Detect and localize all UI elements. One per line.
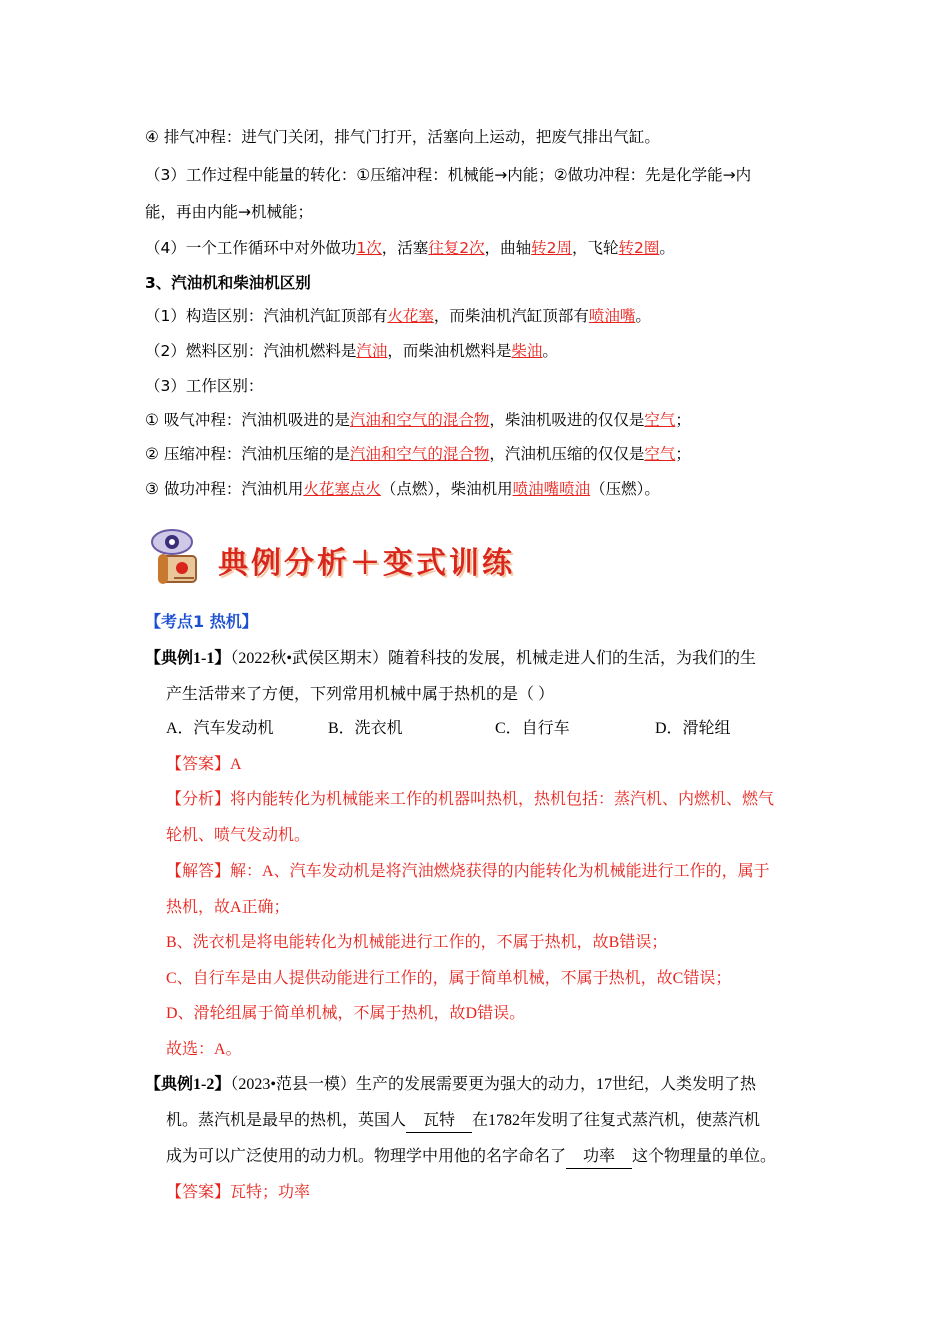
banner-title: 典例分析＋变式训练 (218, 546, 515, 581)
intake-stroke-text: ； (675, 411, 691, 429)
answer-fill: 火花塞 (387, 307, 434, 325)
question-text: 这个物理量的单位。 (632, 1148, 777, 1165)
compression-stroke-text: ② 压缩冲程：汽油机压缩的是 (145, 445, 350, 463)
work-diff-heading: （3）工作区别： (145, 377, 264, 395)
answer-fill: 空气 (644, 411, 676, 429)
work-cycle-text: ，曲轴 (484, 239, 532, 257)
answer-fill: 转2周 (531, 239, 573, 257)
energy-conversion-text: （3）工作过程中能量的转化：①压缩冲程：机械能→内能；②做功冲程：先是化学能→内 (145, 166, 752, 184)
answer-fill: 柴油 (511, 342, 543, 360)
structure-diff-text: ，而柴油机汽缸顶部有 (433, 307, 589, 325)
answer-fill: 空气 (644, 445, 676, 463)
option-d-text: D．滑轮组 (655, 720, 731, 737)
answer-fill: 汽油和空气的混合物 (349, 445, 490, 463)
solution-line (166, 897, 290, 919)
section-banner (148, 526, 558, 588)
text-line (145, 409, 691, 431)
answer-fill: 汽油 (356, 342, 388, 360)
answer-fill: 火花塞点火 (303, 480, 381, 498)
power-stroke-text: （点燃），柴油机用 (380, 480, 513, 498)
solution-line (166, 1003, 525, 1025)
question-text: 成为可以广泛使用的动力机。物理学中用他的名字命名了 (166, 1148, 567, 1165)
question-text: （2023•范县一模）生产的发展需要更为强大的动力，17世纪，人类发明了热 (230, 1076, 756, 1093)
answer-line (166, 1182, 310, 1204)
question-text: 产生活带来了方便，下列常用机械中属于热机的是（ ） (166, 686, 555, 703)
fuel-diff-text: （2）燃料区别：汽油机燃料是 (145, 342, 357, 360)
option-b (328, 718, 403, 740)
fuel-diff-text: ，而柴油机燃料是 (387, 342, 512, 360)
solution-text: 故选：A。 (166, 1041, 242, 1058)
text-line (145, 478, 660, 500)
text-line (145, 443, 691, 465)
analysis-text: 将内能转化为机械能来工作的机器叫热机，热机包括：蒸汽机、内燃机、燃气 (230, 791, 775, 808)
work-cycle-text: ，活塞 (381, 239, 429, 257)
option-c-text: C．自行车 (495, 720, 570, 737)
answer-fill: 转2圈 (618, 239, 660, 257)
fill-blank: 功率 (566, 1146, 632, 1169)
power-stroke-text: ③ 做功冲程：汽油机用 (145, 480, 304, 498)
example-tag: 【典例1-1】 (145, 650, 231, 667)
solution-text: C、自行车是由人提供动能进行工作的，属于简单机械，不属于热机，故C错误； (166, 970, 732, 987)
question-line (145, 648, 756, 670)
section-heading (145, 272, 311, 294)
question-text: 机。蒸汽机是最早的热机，英国人 (166, 1112, 407, 1129)
analysis-line (166, 825, 310, 847)
solution-text: 热机，故A正确； (166, 899, 290, 916)
question-line (145, 1074, 756, 1096)
option-c (495, 718, 570, 740)
scroll-eye-icon (148, 526, 212, 588)
topic-heading-text: 【考点1 热机】 (145, 612, 258, 631)
text-line (145, 201, 313, 223)
question-line (166, 684, 554, 706)
text-line (145, 126, 660, 148)
answer-fill: 1次 (356, 239, 382, 257)
text-line (145, 237, 675, 259)
option-a-text: A．汽车发动机 (166, 720, 274, 737)
text-line (145, 164, 751, 186)
solution-text: B、洗衣机是将电能转化为机械能进行工作的，不属于热机，故B错误； (166, 934, 668, 951)
structure-diff-text: 。 (635, 307, 651, 325)
question-line (166, 1110, 760, 1133)
topic-heading (145, 611, 258, 633)
section-heading-text: 3、汽油机和柴油机区别 (145, 274, 311, 292)
work-cycle-text: （4）一个工作循环中对外做功 (145, 239, 357, 257)
answer-fill: 往复2次 (428, 239, 485, 257)
compression-stroke-text: ，汽油机压缩的仅仅是 (489, 445, 645, 463)
answer-fill: 汽油和空气的混合物 (349, 411, 490, 429)
answer-tag: 【答案】 (166, 1184, 231, 1201)
solution-line (166, 932, 667, 954)
answer-fill: 喷油嘴 (588, 307, 636, 325)
solution-text: 解：A、汽车发动机是将汽油燃烧获得的内能转化为机械能进行工作的，属于 (230, 863, 770, 880)
work-cycle-text: ，飞轮 (572, 239, 619, 257)
analysis-tag: 【分析】 (166, 791, 231, 808)
fuel-diff-text: 。 (542, 342, 558, 360)
solution-line (166, 1039, 242, 1061)
analysis-text: 轮机、喷气发动机。 (166, 827, 311, 844)
solution-line (166, 861, 770, 883)
answer-line (166, 754, 242, 776)
answer-text: A (230, 756, 242, 773)
text-line (145, 305, 651, 327)
fill-blank: 瓦特 (406, 1110, 472, 1133)
solution-line (166, 968, 731, 990)
analysis-line (166, 789, 774, 811)
option-b-text: B．洗衣机 (328, 720, 403, 737)
energy-conversion-text-cont: 能，再由内能→机械能； (145, 203, 313, 221)
solution-tag: 【解答】 (166, 863, 231, 880)
option-d (655, 718, 731, 740)
compression-stroke-text: ； (675, 445, 691, 463)
work-cycle-text: 。 (659, 239, 675, 257)
example-tag: 【典例1-2】 (145, 1076, 231, 1093)
solution-text: D、滑轮组属于简单机械，不属于热机，故D错误。 (166, 1005, 526, 1022)
exhaust-stroke-text: ④ 排气冲程：进气门关闭，排气门打开，活塞向上运动，把废气排出气缸。 (145, 128, 660, 146)
question-text: 在1782年发明了往复式蒸汽机，使蒸汽机 (472, 1112, 761, 1129)
question-text: （2022秋•武侯区期末）随着科技的发展，机械走进人们的生活，为我们的生 (230, 650, 756, 667)
question-line (166, 1146, 776, 1169)
structure-diff-text: （1）构造区别：汽油机汽缸顶部有 (145, 307, 388, 325)
text-line (145, 375, 263, 397)
answer-tag: 【答案】 (166, 756, 231, 773)
option-a (166, 718, 274, 740)
answer-text: 瓦特；功率 (230, 1184, 311, 1201)
text-line (145, 340, 558, 362)
answer-fill: 喷油嘴喷油 (512, 480, 591, 498)
intake-stroke-text: ，柴油机吸进的仅仅是 (489, 411, 645, 429)
power-stroke-text: （压燃）。 (590, 480, 660, 498)
intake-stroke-text: ① 吸气冲程：汽油机吸进的是 (145, 411, 350, 429)
